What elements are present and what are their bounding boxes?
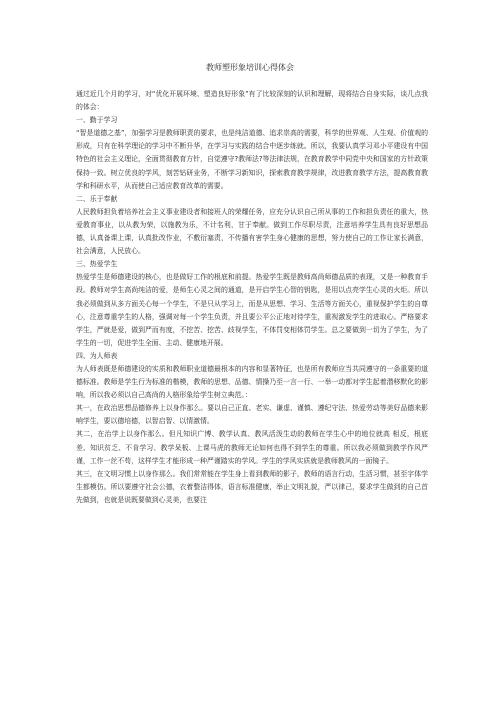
body-paragraph: 其三，在文明习惯上以身作那么。我们常常能在学生身上看到教师的影子，教师的语言行动，生活习惯，甚至字体学生都模仿。所以要遵守社会公德，衣着整洁得体，语言标准健康，举止文明礼貌，严以律己，要求学生做到的自己首先做到，也就是说既要做到心灵美，也要注 — [76, 469, 428, 504]
body-paragraph: 其二，在治学上以身作那么。但凡知识广博、教学认真、教风活泼生动的教师在学生心中的地位就高 相反，根底差、知识贫乏、不肯学习、教学呆板、上课马虎的教师无论如何也得不到学生的尊重。所以我必须做到教学作风严谨，工作一丝不苟，这样学生才能形成一种严谨踏实的学风。学生的学风实质就是教师教风的一面镜子。 — [76, 430, 428, 465]
section-heading-3: 三、热爱学生 — [76, 260, 118, 269]
body-paragraph: 人民教师担负着培养社会主义事业建设者和接班人的荣耀任务，应充分认识自己所从事的工作和担负责任的重大，热爱教育事业，以从教为荣，以施教为乐，不计名利，甘于奉献。做到工作尽职尽责，注意培养学生具有良好思想品德，认真备课上课，认真批改作业，不敷衍塞责，不传播有害学生身心健康的思想，努力使自己的工作让家长满意，社会满意，人民放心。 — [76, 207, 428, 256]
document-body — [76, 88, 428, 507]
section-heading-4: 四、为人师表 — [76, 351, 118, 360]
body-paragraph: “智是道德之基”，加强学习是教师职责的要求，也是纯洁道德、追求崇高的需要，科学的世界观、人生观、价值观的形成，只有在科学理论的学习中不断升华，在学习与实践的结合中逐步练就。所以，我要认真学习邓小平建设有中国特色的社会主义理论，全面贯彻教育方针，自觉遵守?教师法?等法律法规，在教育教学中同党中央和国家的方针政策保持一致。树立优良的学风，刻苦钻研业务，不断学习新知识，探索教育教学规律，改进教育教学方法，提高教育教学和科研水平，从而使自己适应教育改革的需要。 — [76, 129, 428, 190]
section-heading-2: 二、乐于奉献 — [76, 194, 118, 203]
body-paragraph: 热爱学生是师德建设的核心，也是做好工作的根底和前提。热爱学生既是教师高尚师德品质的表现，又是一种教育手段。教师对学生高尚纯洁的爱，是师生心灵之间的通道，是开启学生心智的钥匙，是用以点亮学生心灵的火炬。所以我必须做到从多方面关心每一个学生，不是只从学习上，而是从思想、学习、生活等方面关心，重视保护学生的自尊心，注意尊重学生的人格，强调对每一个学生负责，并且要公平公正地对待学生，重视激发学生的进取心。严格要求学生，严就是爱，做到严而有度，不挖苦、挖苦、歧视学生，不体罚变相体罚学生。总之要做到一切为了学生，为了学生的一切，促进学生全面、主动、健康地开展。 — [76, 273, 428, 347]
document-title: 教师塑形象培训心得体会 — [206, 63, 294, 72]
section-heading-1: 一、勤于学习 — [76, 116, 118, 125]
body-paragraph: 其一，在政治思想品德修养上以身作那么。要以自己正直、老实、谦虚、谨慎、遵纪守法、热爱劳动等美好品德来影响学生，要以德培德，以智启智、以情激情。 — [76, 404, 428, 426]
body-paragraph: 为人师表既是师德建设的实质和教师职业道德最根本的内容和显著特征，也是所有教师应当共同遵守的一条重要的道德标准。教师是学生行为标准的楷模，教师的思想、品德、情操乃至一言一行、一举一动都对学生起着潜移默化的影响，所以我必须以自己高尚的人格形象给学生树立典范。： — [76, 364, 428, 400]
intro-paragraph: 通过近几个月的学习，对“优化开展环境、塑造良好形象”有了比较深刻的认识和理解，现将结合自身实际，谈几点我的体会： — [76, 90, 428, 112]
